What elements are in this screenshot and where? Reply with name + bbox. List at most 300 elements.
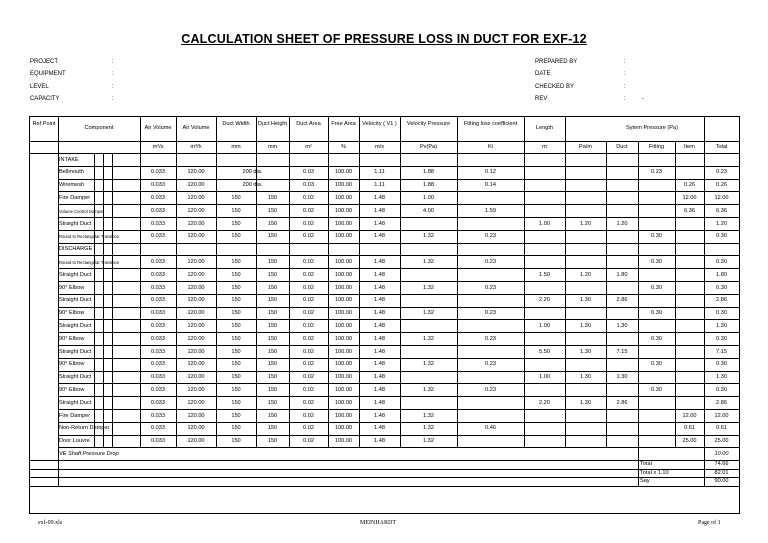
cell-air-volume-m3s: 0.033 bbox=[151, 194, 165, 201]
header-fitting-loss: Fitting loss coefficient bbox=[463, 121, 518, 127]
cell-air-volume-m3s: 0.033 bbox=[151, 297, 165, 304]
cell-air-volume-m3s: 0.033 bbox=[151, 182, 165, 189]
cell-pv: 1.32 bbox=[423, 386, 434, 393]
cell-duct-width: 150 bbox=[231, 425, 241, 432]
cell-item: 0.61 bbox=[684, 425, 695, 432]
cell-pv: 1.88 bbox=[423, 182, 434, 189]
cell-pv: 1.32 bbox=[423, 412, 434, 419]
cell-area: 0.02 bbox=[303, 310, 314, 317]
cell-duct-width: 150 bbox=[231, 399, 241, 406]
cell-pv: 1.32 bbox=[423, 258, 434, 265]
column-rule bbox=[704, 117, 705, 447]
section-intake: INTAKE bbox=[59, 156, 79, 163]
cell-duct-height: 150 bbox=[267, 207, 278, 214]
row-rule bbox=[58, 294, 739, 295]
cell-item: 12.00 bbox=[682, 194, 697, 201]
cell-duct: 2.86 bbox=[616, 297, 628, 304]
cell-len: 2.20 bbox=[539, 297, 550, 304]
cell-free: 100.00 bbox=[334, 310, 353, 317]
row-rule bbox=[58, 217, 739, 218]
cell-free: 100.00 bbox=[334, 258, 353, 265]
cell-k: 0.23 bbox=[485, 361, 496, 368]
cell-free: 100.00 bbox=[334, 220, 353, 227]
cell-v: 1.48 bbox=[374, 438, 385, 445]
cell-v: 1.48 bbox=[374, 412, 385, 419]
cell-v: 1.48 bbox=[374, 425, 385, 432]
cell-free: 100.00 bbox=[334, 425, 353, 432]
cell-total: 0.26 bbox=[716, 182, 727, 189]
cell-air-volume-m3h: 120.00 bbox=[187, 207, 205, 214]
unit-pa-m: Pa/m bbox=[578, 144, 593, 150]
cell-air-volume-m3s: 0.033 bbox=[151, 335, 165, 342]
cell-pv: 1.32 bbox=[423, 310, 434, 317]
cell-duct-height: 150 bbox=[267, 220, 278, 227]
cell-air-volume-m3h: 120.00 bbox=[187, 194, 205, 201]
component-name: Bellmouth bbox=[59, 169, 84, 176]
cell-fit: 0.30 bbox=[651, 284, 662, 291]
cell-air-volume-m3s: 0.033 bbox=[151, 207, 165, 214]
cell-duct-width: 150 bbox=[231, 271, 241, 278]
cell-v: 1.48 bbox=[374, 284, 385, 291]
cell-area: 0.02 bbox=[303, 412, 314, 419]
column-rule bbox=[400, 117, 401, 447]
cell-pv: 1.00 bbox=[423, 194, 434, 201]
unit-fitting: Fitting bbox=[648, 144, 665, 150]
cell-duct: 1.80 bbox=[616, 271, 628, 278]
cell-duct: 7.15 bbox=[616, 348, 628, 355]
cell-total: 1.30 bbox=[716, 322, 727, 329]
cell-duct-height: 150 bbox=[267, 361, 278, 368]
cell-free: 100.00 bbox=[334, 233, 353, 240]
table-rule bbox=[30, 469, 739, 470]
column-rule bbox=[58, 117, 59, 447]
component-name: Volume Control Damper bbox=[59, 208, 104, 214]
column-rule bbox=[328, 117, 329, 447]
cell-duct-size: 200 dia. bbox=[242, 182, 263, 189]
row-rule bbox=[58, 255, 739, 256]
cell-k: 0.23 bbox=[485, 284, 496, 291]
cell-air-volume-m3s: 0.033 bbox=[151, 220, 165, 227]
cell-area: 0.02 bbox=[303, 335, 314, 342]
unit-item: Item bbox=[684, 144, 695, 150]
header-system-pressure: Sytem Pressure (Pa) bbox=[626, 125, 678, 131]
cell-duct-height: 150 bbox=[267, 425, 278, 432]
component-name: Non-Return Damper bbox=[59, 425, 110, 432]
component-name: Wiremesh bbox=[59, 182, 85, 189]
cell-v: 1.48 bbox=[374, 220, 385, 227]
cell-total: 0.30 bbox=[716, 361, 727, 368]
unit-duct-width: mm bbox=[231, 144, 241, 150]
cell-free: 100.00 bbox=[334, 297, 353, 304]
cell-v: 1.11 bbox=[374, 182, 385, 189]
cell-air-volume-m3s: 0.033 bbox=[151, 361, 165, 368]
cell-duct-size: 200 dia. bbox=[242, 169, 263, 176]
cell-duct-width: 150 bbox=[231, 297, 241, 304]
cell-air-volume-m3s: 0.033 bbox=[151, 233, 165, 240]
meta-separator: : bbox=[112, 71, 114, 78]
cell-area: 0.02 bbox=[303, 207, 314, 214]
row-rule bbox=[58, 422, 739, 423]
row-rule bbox=[58, 179, 739, 180]
cell-k: 0.23 bbox=[485, 258, 496, 265]
cell-air-volume-m3h: 120.00 bbox=[187, 297, 205, 304]
component-name: Straight Duct bbox=[59, 297, 92, 304]
cell-air-volume-m3s: 0.033 bbox=[151, 438, 165, 445]
company-name: MEINHARDT bbox=[360, 520, 396, 526]
header-air-volume-m3s: Air Volume bbox=[144, 125, 172, 131]
cell-duct-height: 150 bbox=[267, 438, 278, 445]
cell-area: 0.02 bbox=[303, 271, 314, 278]
cell-air-volume-m3h: 120.00 bbox=[187, 233, 205, 240]
cell-duct-height: 150 bbox=[267, 386, 278, 393]
cell-k: 0.46 bbox=[485, 425, 496, 432]
component-name: Fire Damper bbox=[59, 412, 91, 419]
cell-duct-height: 150 bbox=[267, 322, 278, 329]
cell-fit: 0.30 bbox=[651, 361, 662, 368]
cell-v: 1.11 bbox=[374, 169, 385, 176]
cell-air-volume-m3s: 0.033 bbox=[151, 386, 165, 393]
cell-pam: 1.30 bbox=[580, 297, 591, 304]
cell-area: 0.02 bbox=[303, 322, 314, 329]
cell-total: 0.23 bbox=[716, 169, 727, 176]
component-name: 90° Elbow bbox=[59, 335, 85, 342]
cell-area: 0.02 bbox=[303, 220, 314, 227]
cell-air-volume-m3h: 120.00 bbox=[187, 258, 205, 265]
cell-air-volume-m3s: 0.033 bbox=[151, 425, 165, 432]
cell-air-volume-m3s: 0.033 bbox=[151, 310, 165, 317]
cell-air-volume-m3s: 0.033 bbox=[151, 374, 165, 381]
column-rule bbox=[289, 117, 290, 447]
cell-fit: 0.30 bbox=[651, 386, 662, 393]
cell-air-volume-m3h: 120.00 bbox=[187, 310, 205, 317]
table-rule bbox=[30, 460, 739, 461]
cell-duct-height: 150 bbox=[267, 297, 278, 304]
sheet-title: CALCULATION SHEET OF PRESSURE LOSS IN DUCT FOR EXF-12 bbox=[181, 32, 587, 46]
cell-v: 1.48 bbox=[374, 374, 385, 381]
cell-duct: 2.86 bbox=[616, 399, 628, 406]
cell-total: 6.36 bbox=[716, 207, 727, 214]
total-label: Total x 1.10 bbox=[640, 469, 669, 476]
cell-pam: 1.30 bbox=[580, 399, 591, 406]
cell-k: 0.23 bbox=[485, 310, 496, 317]
cell-v: 1.48 bbox=[374, 207, 385, 214]
cell-air-volume-m3s: 0.033 bbox=[151, 322, 165, 329]
cell-fit: 0.30 bbox=[651, 335, 662, 342]
cell-item: 12.00 bbox=[682, 412, 697, 419]
component-name: 90° Elbow bbox=[59, 310, 85, 317]
cell-duct-height: 150 bbox=[267, 271, 278, 278]
total-value: 82.01 bbox=[714, 469, 729, 476]
cell-duct-width: 150 bbox=[231, 322, 241, 329]
cell-air-volume-m3h: 120.00 bbox=[187, 374, 205, 381]
row-rule bbox=[58, 166, 739, 167]
cell-air-volume-m3h: 120.00 bbox=[187, 425, 205, 432]
meta-label: CAPACITY bbox=[30, 95, 60, 102]
cell-total: 0.30 bbox=[716, 258, 727, 265]
cell-air-volume-m3h: 120.00 bbox=[187, 348, 205, 355]
header-component: Component bbox=[84, 125, 114, 131]
cell-air-volume-m3h: 120.00 bbox=[187, 169, 205, 176]
cell-duct-width: 150 bbox=[231, 284, 241, 291]
header-duct-area: Duct Area bbox=[296, 121, 321, 127]
cell-duct: 1.30 bbox=[616, 374, 628, 381]
unit-total: Total bbox=[715, 144, 728, 150]
cell-v: 1.48 bbox=[374, 233, 385, 240]
cell-area: 0.02 bbox=[303, 399, 314, 406]
cell-total: 0.30 bbox=[716, 386, 727, 393]
cell-pam: 1.20 bbox=[580, 220, 591, 227]
cell-total: 7.15 bbox=[716, 348, 727, 355]
row-rule bbox=[58, 332, 739, 333]
component-name: Straight Duct bbox=[59, 399, 92, 406]
cell-v: 1.48 bbox=[374, 194, 385, 201]
cell-pv: 4.00 bbox=[423, 207, 434, 214]
page-number: Page of 1 bbox=[698, 520, 721, 526]
cell-free: 100.00 bbox=[334, 412, 353, 419]
row-rule bbox=[58, 204, 739, 205]
cell-air-volume-m3h: 120.00 bbox=[187, 438, 205, 445]
cell-free: 100.00 bbox=[334, 322, 353, 329]
cell-air-volume-m3h: 120.00 bbox=[187, 182, 205, 189]
cell-duct-height: 150 bbox=[267, 412, 278, 419]
cell-v: 1.48 bbox=[374, 258, 385, 265]
cell-air-volume-m3h: 120.00 bbox=[187, 335, 205, 342]
cell-air-volume-m3h: 120.00 bbox=[187, 322, 205, 329]
cell-free: 100.00 bbox=[334, 335, 353, 342]
cell-duct-height: 150 bbox=[267, 284, 278, 291]
cell-fit: 0.23 bbox=[651, 169, 662, 176]
cell-air-volume-m3h: 120.00 bbox=[187, 271, 205, 278]
row-rule bbox=[58, 281, 739, 282]
cell-total: 0.30 bbox=[716, 335, 727, 342]
row-rule bbox=[58, 268, 739, 269]
cell-air-volume-m3h: 120.00 bbox=[187, 220, 205, 227]
component-name: Round to Rectangular Transition bbox=[59, 234, 120, 240]
cell-len: 1.00 bbox=[539, 374, 550, 381]
cell-pv: 1.32 bbox=[423, 425, 434, 432]
cell-total: 2.86 bbox=[716, 297, 727, 304]
row-rule bbox=[58, 447, 739, 448]
cell-air-volume-m3h: 120.00 bbox=[187, 399, 205, 406]
unit-length: m bbox=[542, 144, 547, 150]
cell-k: 0.12 bbox=[485, 169, 496, 176]
meta-separator: : bbox=[112, 95, 114, 102]
component-name: 90° Elbow bbox=[59, 361, 85, 368]
column-rule bbox=[112, 153, 113, 447]
meta-label: DATE bbox=[535, 71, 551, 78]
meta-separator: : bbox=[624, 83, 626, 90]
cell-duct-width: 150 bbox=[231, 438, 241, 445]
meta-value: - bbox=[642, 95, 644, 102]
column-rule bbox=[94, 153, 95, 447]
meta-label: CHECKED BY bbox=[535, 83, 575, 90]
cell-total: 1.30 bbox=[716, 374, 727, 381]
component-name: Straight Duct bbox=[59, 322, 92, 329]
component-name: Fire Damper bbox=[59, 194, 91, 201]
cell-len: 5.50 bbox=[539, 348, 550, 355]
component-name: Round to Rectangular Transition bbox=[59, 259, 120, 265]
cell-area: 0.02 bbox=[303, 374, 314, 381]
unit-duct-height: mm bbox=[267, 144, 278, 150]
component-name: 90° Elbow bbox=[59, 386, 85, 393]
row-rule bbox=[58, 435, 739, 436]
component-name: Straight Duct bbox=[59, 220, 92, 227]
unit-free-area: % bbox=[341, 144, 346, 150]
cell-total: 1.80 bbox=[716, 271, 727, 278]
cell-duct-width: 150 bbox=[231, 310, 241, 317]
cell-len: 1.00 bbox=[539, 322, 550, 329]
cell-k: 1.59 bbox=[485, 207, 496, 214]
cell-duct-height: 150 bbox=[267, 233, 278, 240]
cell-air-volume-m3s: 0.033 bbox=[151, 169, 165, 176]
cell-area: 0.02 bbox=[303, 284, 314, 291]
cell-air-volume-m3s: 0.033 bbox=[151, 271, 165, 278]
cell-duct-height: 150 bbox=[267, 399, 278, 406]
meta-label: REV bbox=[535, 95, 548, 102]
meta-separator: : bbox=[624, 59, 626, 65]
cell-free: 100.00 bbox=[334, 284, 353, 291]
total-label: Total bbox=[640, 461, 652, 468]
cell-free: 100.00 bbox=[334, 194, 353, 201]
cell-total: 25.00 bbox=[714, 438, 729, 445]
cell-free: 100.00 bbox=[334, 348, 353, 355]
cell-total: 12.00 bbox=[714, 412, 729, 419]
cell-area: 0.03 bbox=[303, 182, 314, 189]
cell-free: 100.00 bbox=[334, 207, 353, 214]
column-rule bbox=[524, 117, 525, 447]
unit-air-volume-2: m³/h bbox=[190, 144, 202, 150]
cell-total: 0.30 bbox=[716, 310, 727, 317]
cell-duct-width: 150 bbox=[231, 361, 241, 368]
header-free-area: Free Area bbox=[331, 121, 356, 127]
cell-area: 0.02 bbox=[303, 425, 314, 432]
cell-k: 0.14 bbox=[485, 182, 496, 189]
cell-free: 100.00 bbox=[334, 399, 353, 406]
cell-v: 1.48 bbox=[374, 399, 385, 406]
cell-free: 100.00 bbox=[334, 374, 353, 381]
cell-duct-width: 150 bbox=[231, 374, 241, 381]
total-value: 90.00 bbox=[714, 478, 729, 485]
row-rule bbox=[58, 371, 739, 372]
cell-duct: 1.20 bbox=[616, 220, 628, 227]
cell-v: 1.48 bbox=[374, 348, 385, 355]
cell-free: 100.00 bbox=[334, 386, 353, 393]
cell-free: 100.00 bbox=[334, 169, 353, 176]
cell-air-volume-m3s: 0.033 bbox=[151, 284, 165, 291]
cell-area: 0.02 bbox=[303, 348, 314, 355]
cell-k: 0.23 bbox=[485, 233, 496, 240]
cell-free: 100.00 bbox=[334, 182, 353, 189]
cell-duct-width: 150 bbox=[231, 220, 241, 227]
cell-total: 0.30 bbox=[716, 233, 727, 240]
cell-pv: 1.32 bbox=[423, 361, 434, 368]
cell-fit: 0.30 bbox=[651, 233, 662, 240]
cell-pam: 1.30 bbox=[580, 348, 591, 355]
unit-velocity-pressure: Pv(Pa) bbox=[419, 144, 438, 150]
cell-free: 100.00 bbox=[334, 361, 353, 368]
header-velocity-pressure: Velocity Pressure bbox=[406, 121, 451, 127]
meta-separator: : bbox=[624, 95, 626, 102]
cell-duct: 1.30 bbox=[616, 322, 628, 329]
meta-separator: : bbox=[112, 83, 114, 90]
cell-len: 1.50 bbox=[539, 271, 550, 278]
ve-shaft-value: 10.00 bbox=[714, 450, 729, 457]
cell-k: 0.23 bbox=[485, 386, 496, 393]
header-duct-width: Duct Width bbox=[222, 121, 250, 127]
meta-separator: : bbox=[112, 59, 114, 65]
header-velocity: Velocity ( V1 ) bbox=[362, 121, 397, 127]
cell-duct-width: 150 bbox=[231, 207, 241, 214]
cell-duct-height: 150 bbox=[267, 310, 278, 317]
cell-len: 2.20 bbox=[539, 399, 550, 406]
row-rule bbox=[58, 191, 739, 192]
cell-area: 0.02 bbox=[303, 438, 314, 445]
column-rule bbox=[58, 447, 59, 485]
row-rule bbox=[58, 243, 739, 244]
meta-label: LEVEL bbox=[30, 83, 49, 90]
column-rule bbox=[103, 153, 104, 447]
cell-fit: 0.30 bbox=[651, 258, 662, 265]
component-name: Door Louvre bbox=[59, 438, 90, 445]
cell-total: 0.30 bbox=[716, 284, 727, 291]
cell-pv: 1.32 bbox=[423, 335, 434, 342]
file-name: exf-09.xls bbox=[38, 520, 63, 526]
cell-pam: 1.20 bbox=[580, 271, 591, 278]
cell-air-volume-m3h: 120.00 bbox=[187, 386, 205, 393]
column-rule bbox=[606, 141, 607, 447]
unit-fitting-loss: Ki bbox=[488, 144, 493, 150]
unit-duct: Duct bbox=[616, 144, 628, 150]
calculation-table bbox=[29, 116, 740, 514]
column-rule bbox=[256, 117, 257, 447]
cell-item: 25.00 bbox=[682, 438, 697, 445]
cell-pv: 1.88 bbox=[423, 169, 434, 176]
cell-total: 2.86 bbox=[716, 399, 727, 406]
column-rule bbox=[675, 141, 676, 447]
row-rule bbox=[58, 383, 739, 384]
cell-v: 1.48 bbox=[374, 322, 385, 329]
cell-area: 0.02 bbox=[303, 297, 314, 304]
cell-air-volume-m3s: 0.033 bbox=[151, 258, 165, 265]
cell-air-volume-m3s: 0.033 bbox=[151, 399, 165, 406]
meta-label: EQUIPMENT bbox=[30, 71, 66, 78]
cell-len: 1.00 bbox=[539, 220, 550, 227]
table-rule bbox=[30, 477, 739, 478]
cell-total: 12.00 bbox=[714, 194, 729, 201]
table-rule bbox=[30, 141, 739, 142]
cell-duct-height: 150 bbox=[267, 374, 278, 381]
row-rule bbox=[58, 345, 739, 346]
cell-duct-width: 150 bbox=[231, 258, 241, 265]
cell-k: 0.23 bbox=[485, 335, 496, 342]
cell-total: 0.61 bbox=[716, 425, 727, 432]
row-rule bbox=[58, 319, 739, 320]
cell-item: 6.36 bbox=[684, 207, 695, 214]
cell-item: 0.26 bbox=[684, 182, 695, 189]
cell-area: 0.02 bbox=[303, 233, 314, 240]
cell-area: 0.02 bbox=[303, 386, 314, 393]
cell-duct-width: 150 bbox=[231, 348, 241, 355]
column-rule bbox=[176, 117, 177, 447]
cell-duct-height: 150 bbox=[267, 348, 278, 355]
cell-duct-height: 150 bbox=[267, 194, 278, 201]
column-rule bbox=[457, 117, 458, 447]
total-label: Say bbox=[640, 478, 650, 485]
header-duct-height: Duct Height bbox=[257, 121, 288, 127]
cell-duct-width: 150 bbox=[231, 233, 241, 240]
cell-pam: 1.30 bbox=[580, 374, 591, 381]
header-length: Length bbox=[535, 125, 554, 131]
